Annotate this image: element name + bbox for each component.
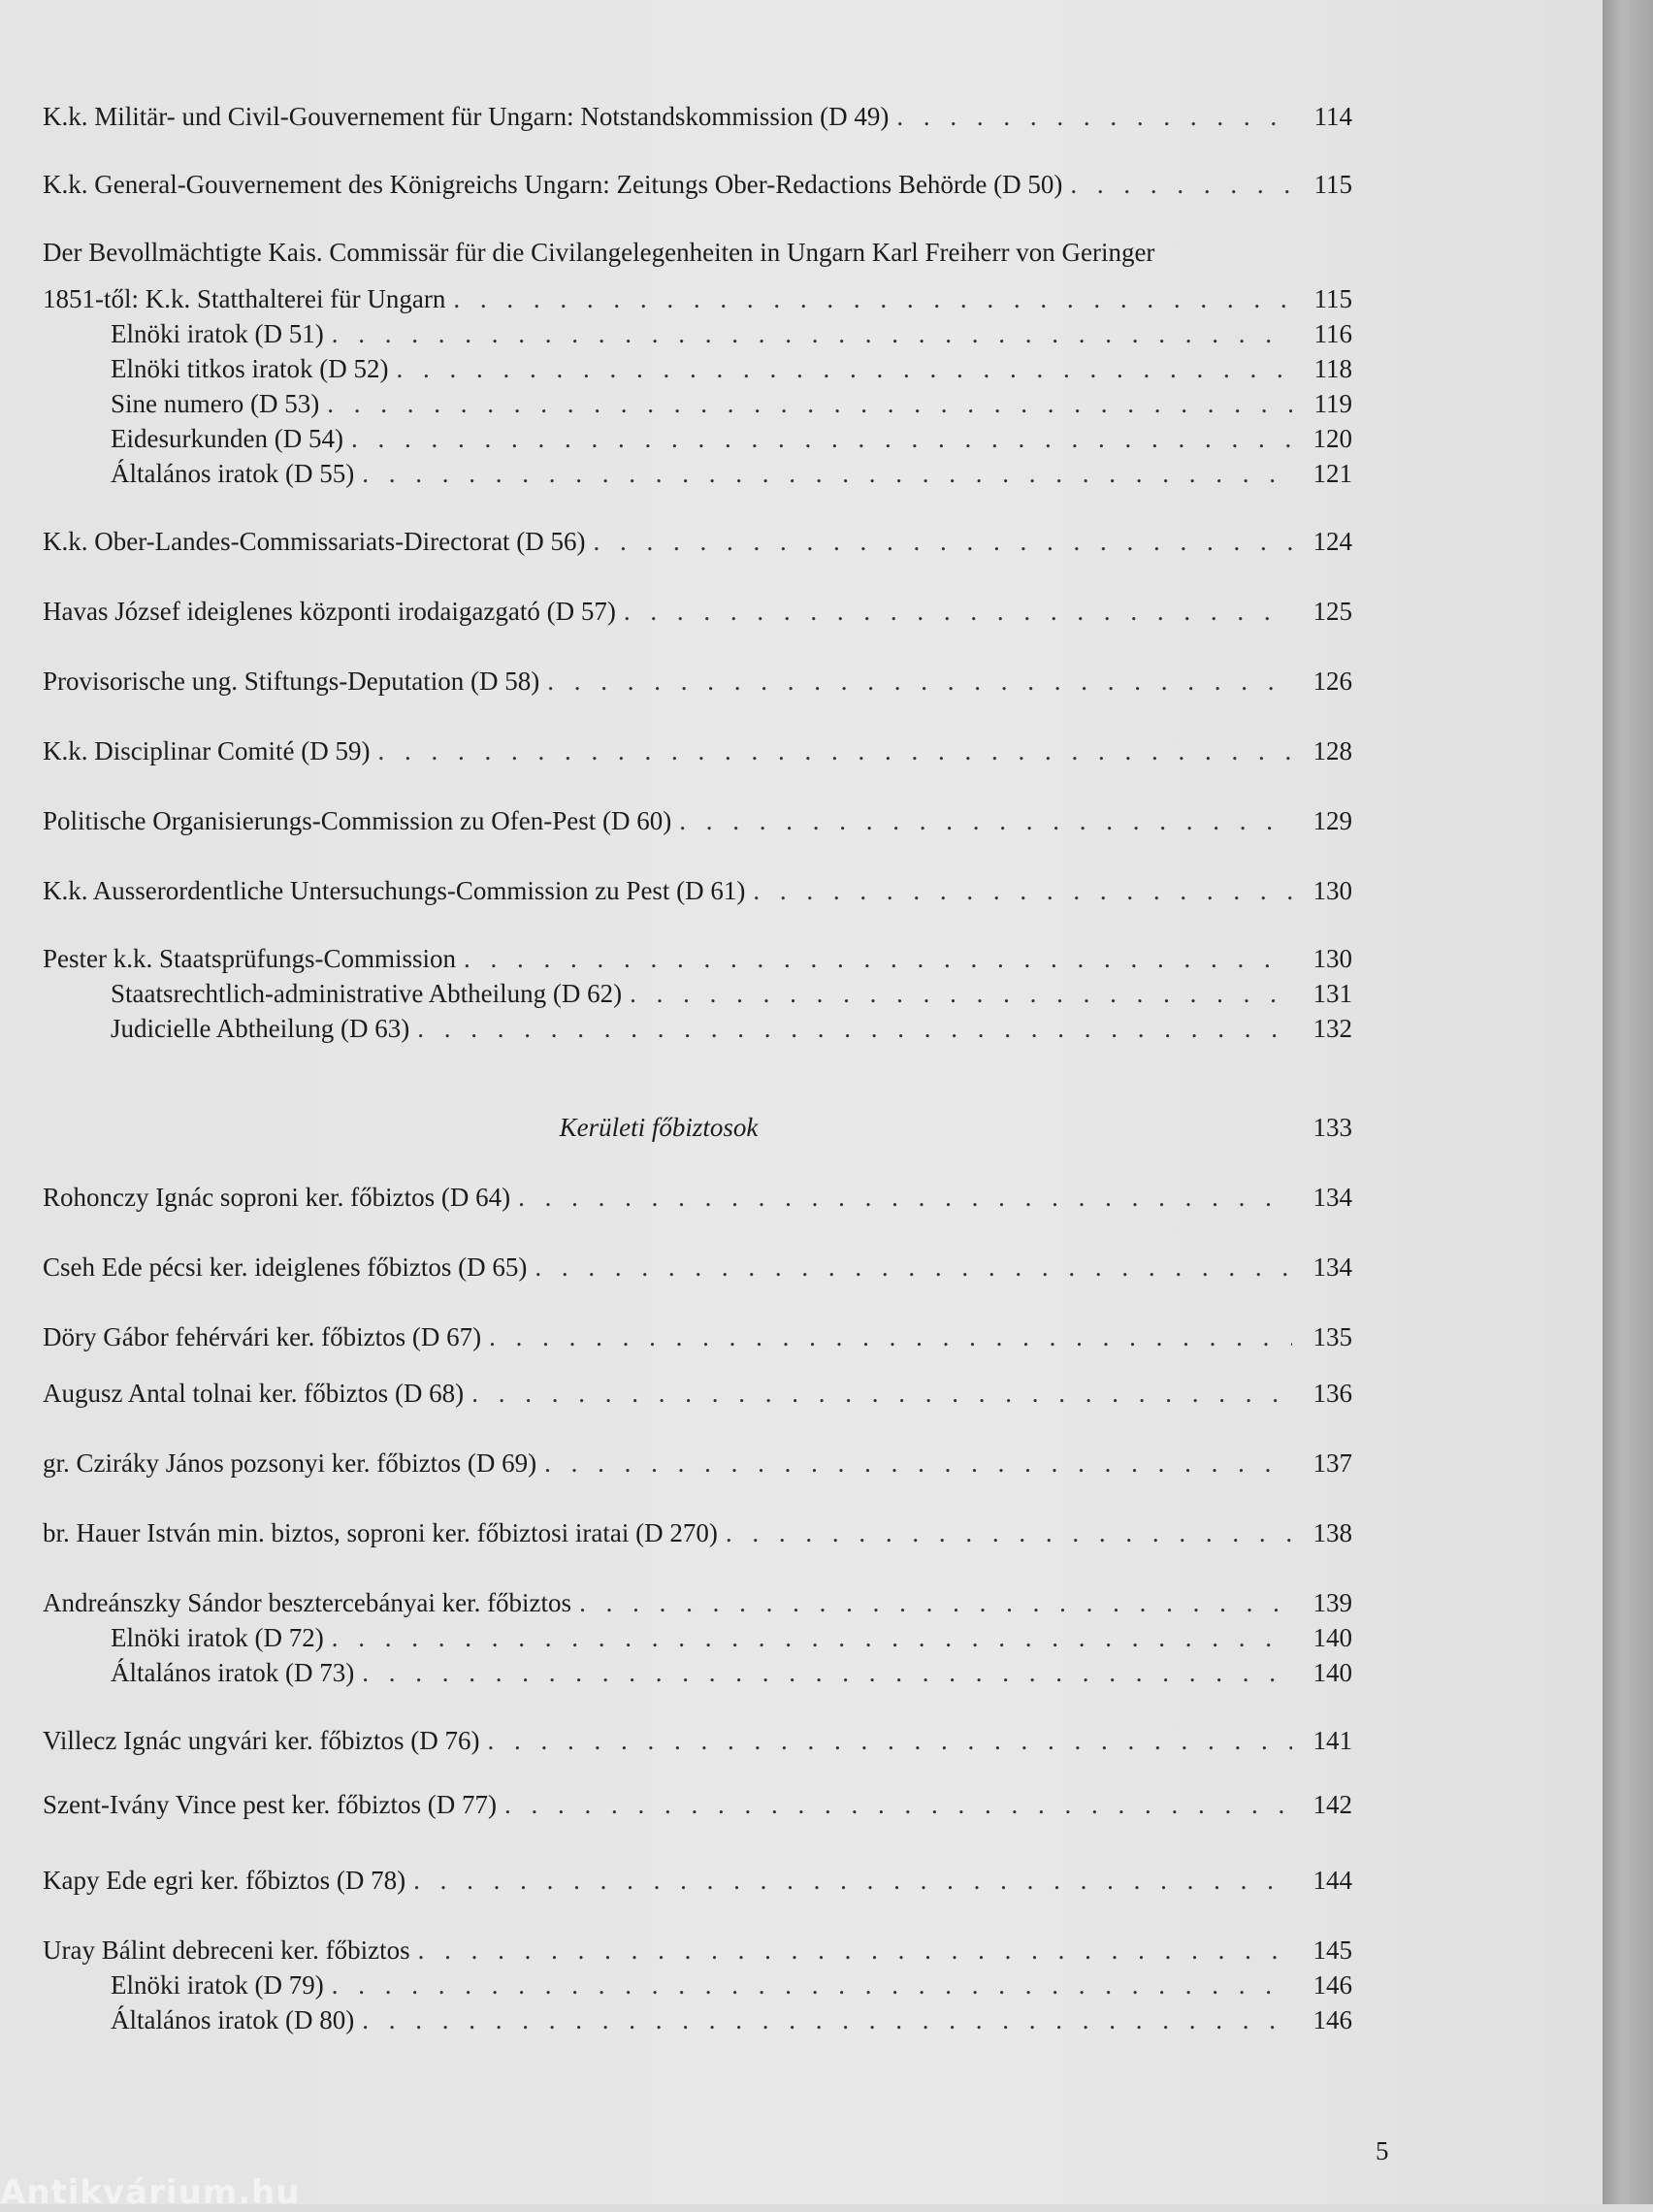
leader-dots xyxy=(453,282,1292,315)
leader-dots xyxy=(504,1788,1292,1821)
toc-entry xyxy=(43,1447,1352,1480)
toc-entry-page: 128 xyxy=(1313,736,1352,765)
toc-entry xyxy=(43,1724,1352,1757)
toc-entry xyxy=(43,1586,1352,1619)
toc-entry-label: Általános iratok (D 55) xyxy=(111,459,355,488)
toc-entry-label: Augusz Antal tolnai ker. főbiztos (D 68) xyxy=(43,1379,465,1408)
toc-entry-page: 146 xyxy=(1313,1970,1352,2000)
toc-entry-page: 131 xyxy=(1313,979,1352,1008)
leader-dots xyxy=(726,1516,1292,1549)
leader-dots xyxy=(1070,168,1292,201)
leader-dots xyxy=(535,1251,1292,1284)
toc-entry-page: 125 xyxy=(1313,597,1352,626)
toc-entry-page: 142 xyxy=(1313,1790,1352,1819)
toc-entry-page: 118 xyxy=(1313,354,1352,383)
toc-entry-label: Szent-Ivány Vince pest ker. főbiztos (D 77) xyxy=(43,1790,498,1819)
watermark-text: Antikvárium.hu xyxy=(0,2173,301,2212)
leader-dots xyxy=(332,1621,1292,1654)
toc-entry xyxy=(43,100,1352,133)
toc-entry-label: Elnöki iratok (D 72) xyxy=(111,1623,324,1652)
toc-entry xyxy=(43,595,1352,628)
toc-entry-page: 135 xyxy=(1313,1322,1352,1351)
toc-subentry xyxy=(111,1968,1352,2001)
toc-entry-label: Döry Gábor fehérvári ker. főbiztos (D 67) xyxy=(43,1322,482,1351)
toc-subentry xyxy=(111,387,1352,420)
toc-entry-label: Judicielle Abtheilung (D 63) xyxy=(111,1014,410,1043)
leader-dots xyxy=(464,942,1292,975)
toc-entry xyxy=(43,1864,1352,1897)
toc-entry-label: Pester k.k. Staatsprüfungs-Commission xyxy=(43,944,456,973)
toc-entry-page: 139 xyxy=(1313,1588,1352,1617)
toc-entry-label: Általános iratok (D 73) xyxy=(111,1658,355,1687)
toc-entry xyxy=(43,282,1352,315)
toc-entry xyxy=(43,1516,1352,1549)
toc-entry-label: Cseh Ede pécsi ker. ideiglenes főbiztos (D 65) xyxy=(43,1252,528,1282)
leader-dots xyxy=(624,595,1292,628)
leader-dots xyxy=(896,100,1292,133)
toc-entry-page: 137 xyxy=(1313,1448,1352,1478)
leader-dots xyxy=(489,1320,1292,1353)
toc-entry-label: Általános iratok (D 80) xyxy=(111,2005,355,2034)
toc-entry-label: K.k. Disciplinar Comité (D 59) xyxy=(43,736,371,765)
toc-subentry xyxy=(111,422,1352,455)
toc-entry-page: 146 xyxy=(1313,2005,1352,2034)
toc-entry xyxy=(43,1788,1352,1821)
toc-entry-label: br. Hauer István min. biztos, soproni ker. főbiztosi iratai (D 270) xyxy=(43,1518,718,1547)
toc-entry-page: 145 xyxy=(1313,1936,1352,1965)
leader-dots xyxy=(351,422,1292,455)
toc-entry-label: Havas József ideiglenes központi irodaigazgató (D 57) xyxy=(43,597,616,626)
toc-entry-page: 130 xyxy=(1313,944,1352,973)
toc-entry-label: K.k. Ausserordentliche Untersuchungs-Commission zu Pest (D 61) xyxy=(43,876,746,905)
toc-entry-page: 140 xyxy=(1313,1658,1352,1687)
leader-dots xyxy=(418,1934,1292,1967)
toc-entry-label: Sine numero (D 53) xyxy=(111,389,320,418)
toc-subentry xyxy=(111,352,1352,385)
toc-entry-page: 134 xyxy=(1313,1252,1352,1282)
toc-entry-page: 115 xyxy=(1313,284,1352,313)
leader-dots xyxy=(679,804,1292,837)
leader-dots xyxy=(377,734,1292,767)
leader-dots xyxy=(487,1724,1292,1757)
leader-dots xyxy=(362,457,1292,490)
toc-entry xyxy=(43,942,1352,975)
leader-dots xyxy=(547,665,1292,698)
toc-entry-page: 136 xyxy=(1313,1379,1352,1408)
toc-entry-label: Uray Bálint debreceni ker. főbiztos xyxy=(43,1936,410,1965)
toc-entry-page: 129 xyxy=(1313,806,1352,835)
toc-entry-page: 130 xyxy=(1313,876,1352,905)
toc-entry xyxy=(43,804,1352,837)
page-number: 5 xyxy=(1376,2136,1389,2165)
toc-subentry xyxy=(111,1656,1352,1689)
toc-entry-page: 116 xyxy=(1313,319,1352,348)
toc-subentry xyxy=(111,1012,1352,1045)
toc-subentry xyxy=(111,977,1352,1010)
leader-dots xyxy=(753,874,1292,907)
leader-dots xyxy=(332,1968,1292,2001)
toc-subentry xyxy=(111,317,1352,350)
page-edge-shadow xyxy=(1603,0,1653,2204)
toc-entry-page: 119 xyxy=(1313,389,1352,418)
toc-entry xyxy=(43,1320,1352,1353)
leader-dots xyxy=(594,525,1292,558)
toc-entry xyxy=(43,525,1352,558)
toc-entry-label: Rohonczy Ignác soproni ker. főbiztos (D 64) xyxy=(43,1183,511,1212)
leader-dots xyxy=(518,1181,1292,1214)
toc-entry xyxy=(43,665,1352,698)
toc-entry-page: 126 xyxy=(1313,667,1352,696)
toc-entry-label: Politische Organisierungs-Commission zu Ofen-Pest (D 60) xyxy=(43,806,672,835)
toc-subentry xyxy=(111,457,1352,490)
section-page: 133 xyxy=(1313,1113,1352,1142)
section-heading xyxy=(43,1111,1352,1144)
toc-entry-label: 1851-től: K.k. Statthalterei für Ungarn xyxy=(43,284,446,313)
toc-entry-page: 132 xyxy=(1313,1014,1352,1043)
toc-entry xyxy=(43,1251,1352,1284)
section-title: Kerületi főbiztosok xyxy=(559,1113,759,1142)
toc-entry xyxy=(43,1934,1352,1967)
toc-entry-label: Staatsrechtlich-administrative Abtheilung (D 62) xyxy=(111,979,623,1008)
toc-entry-page: 141 xyxy=(1313,1726,1352,1755)
leader-dots xyxy=(396,352,1292,385)
toc-entry-label: Provisorische ung. Stiftungs-Deputation (D 58) xyxy=(43,667,540,696)
toc-entry-page: 140 xyxy=(1313,1623,1352,1652)
leader-dots xyxy=(630,977,1292,1010)
toc-entry-label: Elnöki titkos iratok (D 52) xyxy=(111,354,389,383)
toc-entry xyxy=(43,734,1352,767)
toc-entry xyxy=(43,1377,1352,1410)
leader-dots xyxy=(579,1586,1292,1619)
toc-entry-label: Andreánszky Sándor besztercebányai ker. főbiztos xyxy=(43,1588,572,1617)
toc-entry-page: 114 xyxy=(1313,102,1352,131)
leader-dots xyxy=(471,1377,1292,1410)
toc-entry-label: Elnöki iratok (D 79) xyxy=(111,1970,324,2000)
leader-dots xyxy=(417,1012,1292,1045)
toc-entry-page: 138 xyxy=(1313,1518,1352,1547)
toc-entry-label: Eidesurkunden (D 54) xyxy=(111,424,343,453)
toc-entry-label: K.k. Ober-Landes-Commissariats-Directorat (D 56) xyxy=(43,527,586,556)
leader-dots xyxy=(362,1656,1292,1689)
toc-entry-label: gr. Cziráky János pozsonyi ker. főbiztos (D 69) xyxy=(43,1448,537,1478)
toc-subentry xyxy=(111,2003,1352,2036)
toc-entry-page: 115 xyxy=(1313,170,1352,199)
toc-entry-label: Villecz Ignác ungvári ker. főbiztos (D 76) xyxy=(43,1726,480,1755)
toc-entry-heading: Der Bevollmächtigte Kais. Commissär für die Civilangelegenheiten in Ungarn Karl Freiherr von Geringer xyxy=(43,238,1155,267)
toc-entry-label: Kapy Ede egri ker. főbiztos (D 78) xyxy=(43,1866,406,1895)
toc-entry-page: 120 xyxy=(1313,424,1352,453)
toc-entry-label: K.k. General-Gouvernement des Königreichs Ungarn: Zeitungs Ober-Redactions Behörde (D 50) xyxy=(43,170,1063,199)
leader-dots xyxy=(332,317,1292,350)
leader-dots xyxy=(362,2003,1292,2036)
toc-entry-page: 124 xyxy=(1313,527,1352,556)
toc-entry xyxy=(43,168,1352,201)
leader-dots xyxy=(327,387,1292,420)
toc-entry-page: 144 xyxy=(1313,1866,1352,1895)
toc-entry-page: 134 xyxy=(1313,1183,1352,1212)
toc-entry-label: K.k. Militär- und Civil-Gouvernement für Ungarn: Notstandskommission (D 49) xyxy=(43,102,890,131)
toc-entry-label: Elnöki iratok (D 51) xyxy=(111,319,324,348)
toc-entry-page: 121 xyxy=(1313,459,1352,488)
toc-entry xyxy=(43,1181,1352,1214)
leader-dots xyxy=(544,1447,1292,1480)
toc-entry xyxy=(43,874,1352,907)
toc-subentry xyxy=(111,1621,1352,1654)
leader-dots xyxy=(413,1864,1292,1897)
